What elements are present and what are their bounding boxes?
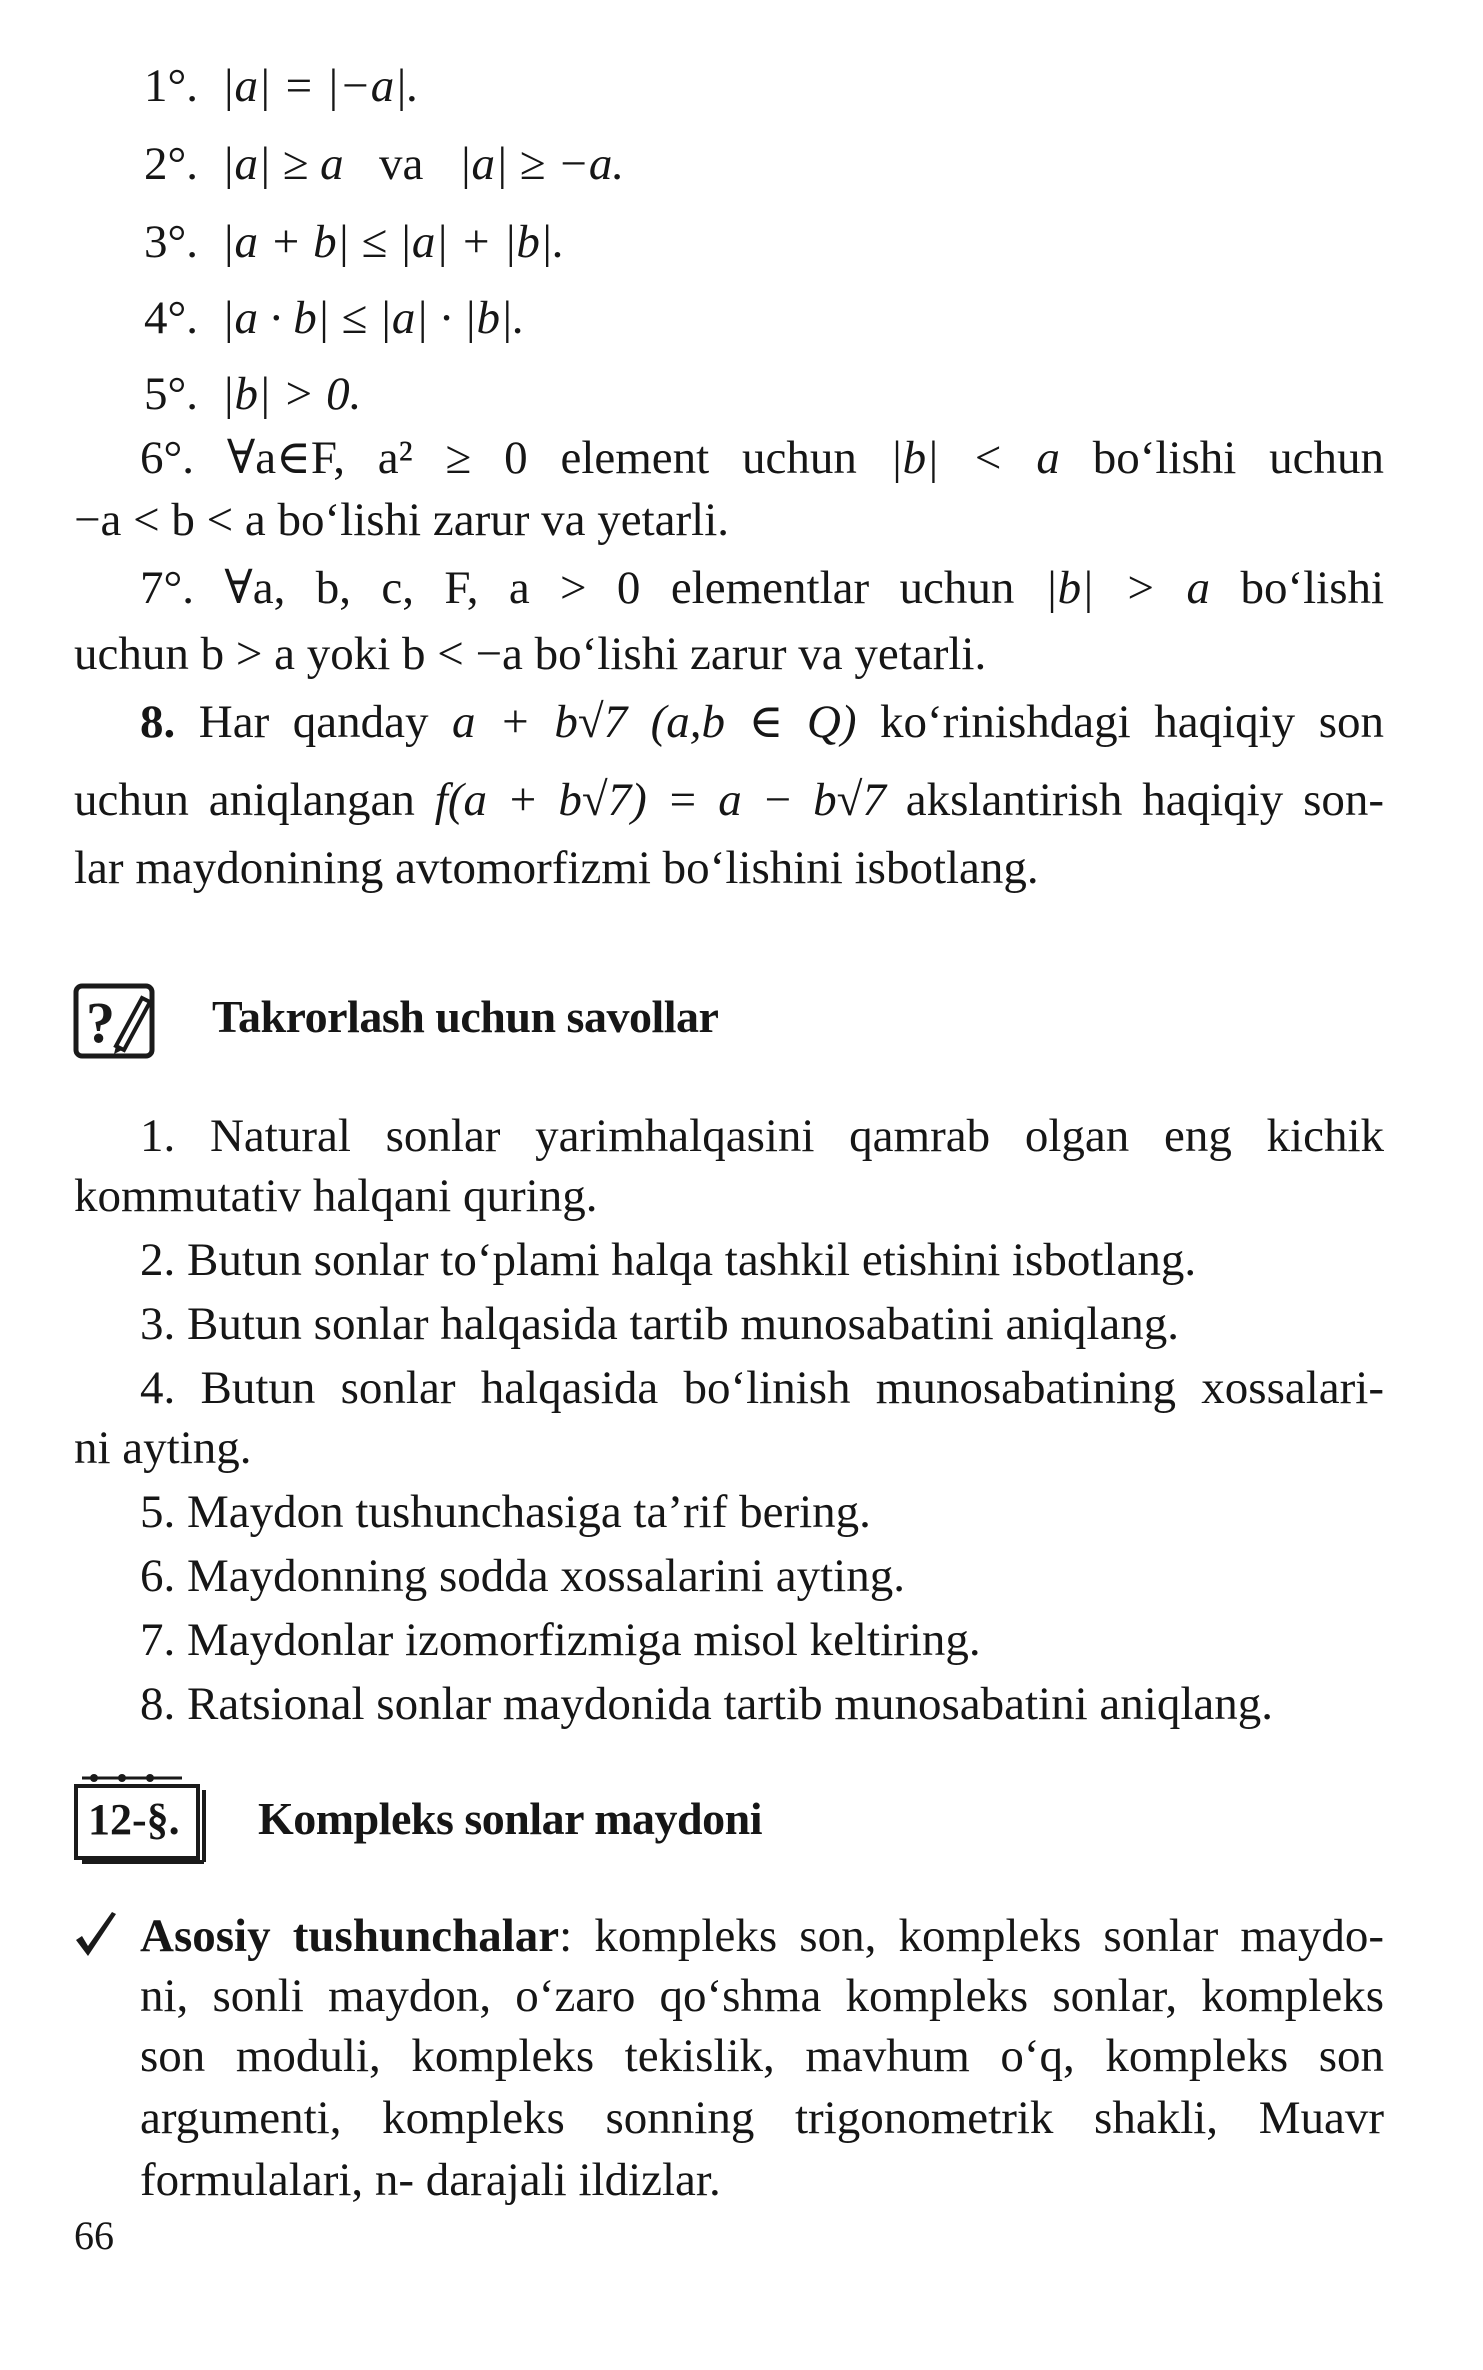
property-6-line-2: −a < b < a bo‘lishi zarur va yetarli. [74, 494, 730, 546]
question-4-line-2: ni ayting. [74, 1422, 252, 1474]
question-8: 8. Ratsional sonlar maydonida tartib munosabatini aniqlang. [140, 1678, 1274, 1730]
section-number-box [72, 1772, 216, 1864]
concepts-line-1: Asosiy tushunchalar: kompleks son, kompleks sonlar maydo- [140, 1910, 1384, 1962]
section-number: 12-§. [88, 1795, 180, 1844]
problem-8-line-2: uchun aniqlangan f(a + b√7) = a − b√7 akslantirish haqiqiy son- [74, 774, 1385, 826]
property-5: 5°. |b| > 0. [144, 368, 362, 420]
question-7: 7. Maydonlar izomorfizmiga misol keltiring. [140, 1614, 981, 1666]
property-2: 2°. |a| ≥ a va |a| ≥ −a. [144, 138, 625, 190]
property-4: 4°. |a · b| ≤ |a| · |b|. [144, 292, 525, 344]
property-1: 1°. |a| = |−a|. [144, 60, 419, 112]
question-1-line-1: 1. Natural sonlar yarimhalqasini qamrab olgan eng kichik [140, 1110, 1384, 1162]
property-6-line-1: 6°. ∀a∈F, a² ≥ 0 element uchun |b| < a bo‘lishi uchun [140, 432, 1385, 484]
question-4-line-1: 4. Butun sonlar halqasida bo‘linish munosabatining xossalari- [140, 1362, 1384, 1414]
problem-8-line-3: lar maydonining avtomorfizmi bo‘lishini isbotlang. [74, 842, 1039, 894]
property-3: 3°. |a + b| ≤ |a| + |b|. [144, 216, 565, 268]
problem-8-line-1: 8. Har qanday a + b√7 (a,b ∈ Q) ko‘rinishdagi haqiqiy son [140, 696, 1385, 748]
concepts-line-3: son moduli, kompleks tekislik, mavhum o‘q, kompleks son [140, 2030, 1384, 2082]
question-1-line-2: kommutativ halqani quring. [74, 1170, 598, 1222]
checkmark-icon [72, 1910, 120, 1960]
question-2: 2. Butun sonlar to‘plami halqa tashkil etishini isbotlang. [140, 1234, 1197, 1286]
section-title: Kompleks sonlar maydoni [258, 1793, 762, 1844]
concepts-line-4: argumenti, kompleks sonning trigonometrik shakli, Muavr [140, 2092, 1384, 2144]
concepts-line-2: ni, sonli maydon, o‘zaro qo‘shma kompleks sonlar, kompleks [140, 1970, 1384, 2022]
property-7-line-2: uchun b > a yoki b < −a bo‘lishi zarur va yetarli. [74, 628, 987, 680]
property-7-line-1: 7°. ∀a, b, c, F, a > 0 elementlar uchun |b| > a bo‘lishi [140, 562, 1385, 614]
concepts-line-5: formulalari, n- darajali ildizlar. [140, 2154, 721, 2206]
page-number: 66 [74, 2213, 114, 2258]
svg-text:?: ? [86, 990, 115, 1055]
question-3: 3. Butun sonlar halqasida tartib munosabatini aniqlang. [140, 1298, 1180, 1350]
question-pencil-icon [72, 980, 160, 1062]
question-6: 6. Maydonning sodda xossalarini ayting. [140, 1550, 905, 1602]
review-heading: Takrorlash uchun savollar [212, 991, 719, 1042]
question-5: 5. Maydon tushunchasiga ta’rif bering. [140, 1486, 871, 1538]
